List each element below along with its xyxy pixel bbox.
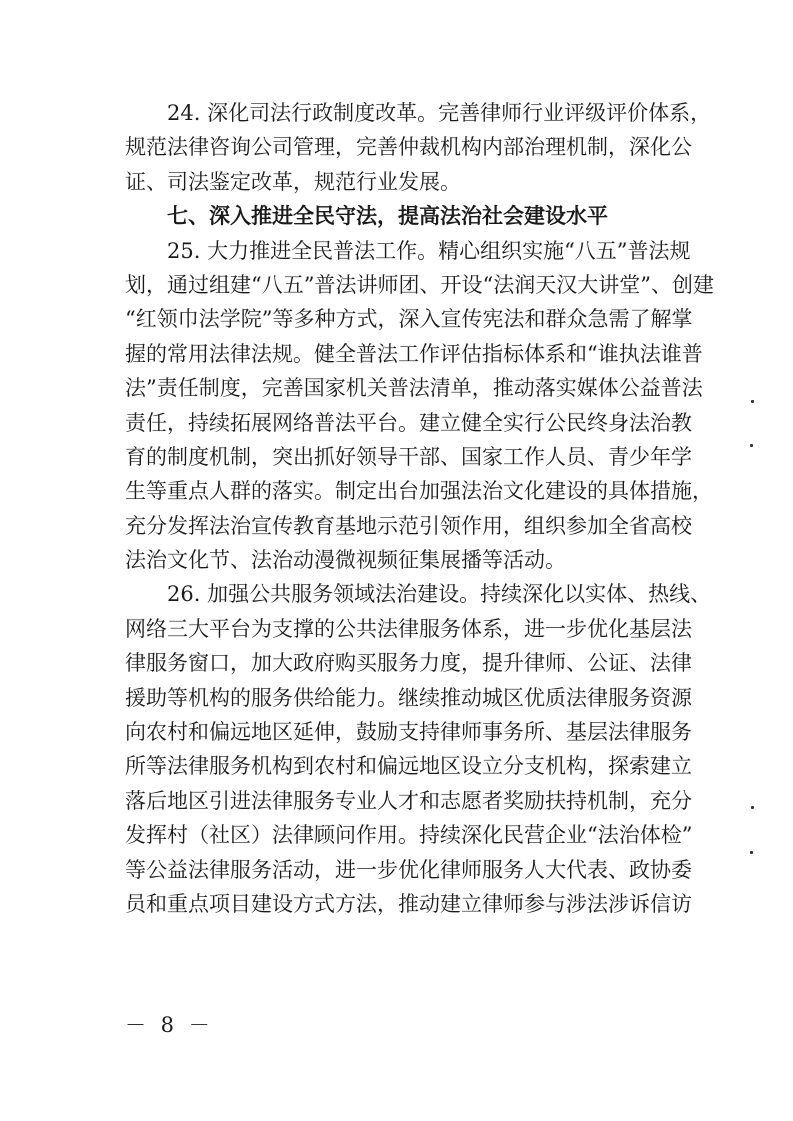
scan-mark xyxy=(750,444,753,447)
text-line: 握的常用法律法规。健全普法工作评估指标体系和“谁执法谁普 xyxy=(125,341,703,366)
text-line: 向农村和偏远地区延伸，鼓励支持律师事务所、基层法律服务 xyxy=(125,720,692,745)
scan-mark xyxy=(751,400,754,403)
paragraph-24 xyxy=(125,96,712,199)
paragraph-26 xyxy=(125,577,712,921)
text-line: 划，通过组建“八五”普法讲师团、开设“法润天汉大讲堂”、创建 xyxy=(125,272,714,297)
page-number: － 8 － xyxy=(125,1013,214,1037)
section-heading-7: 七、深入推进全民守法，提高法治社会建设水平 xyxy=(167,204,608,229)
text-line: 发挥村（社区）法律顾问作用。持续深化民营企业“法治体检” xyxy=(125,823,693,848)
scan-mark xyxy=(751,806,754,809)
text-line: 充分发挥法治宣传教育基地示范引领作用，组织参加全省高校 xyxy=(125,513,692,538)
text-line: 26. 加强公共服务领域法治建设。持续深化以实体、热线、 xyxy=(167,582,712,607)
scan-mark xyxy=(750,851,753,854)
text-line: 生等重点人群的落实。制定出台加强法治文化建设的具体措施， xyxy=(125,479,713,504)
text-line: 等公益法律服务活动，进一步优化律师服务人大代表、政协委 xyxy=(125,857,692,882)
text-line: 责任，持续拓展网络普法平台。建立健全实行公民终身法治教 xyxy=(125,410,692,435)
text-line: 援助等机构的服务供给能力。继续推动城区优质法律服务资源 xyxy=(125,685,692,710)
paragraph-25 xyxy=(125,234,714,578)
text-line: 律服务窗口，加大政府购买服务力度，提升律师、公证、法律 xyxy=(125,651,692,676)
text-line: 证、司法鉴定改革，规范行业发展。 xyxy=(125,169,461,194)
text-line: 25. 大力推进全民普法工作。精心组织实施“八五”普法规 xyxy=(167,238,691,263)
text-line: 落后地区引进法律服务专业人才和志愿者奖励扶持机制，充分 xyxy=(125,788,692,813)
text-line: 所等法律服务机构到农村和偏远地区设立分支机构，探索建立 xyxy=(125,754,692,779)
text-line: 法”责任制度，完善国家机关普法清单，推动落实媒体公益普法 xyxy=(125,376,703,401)
text-line: 育的制度机制，突出抓好领导干部、国家工作人员、青少年学 xyxy=(125,444,692,469)
text-line: 员和重点项目建设方式方法，推动建立律师参与涉法涉诉信访 xyxy=(125,891,692,916)
text-line: “红领巾法学院”等多种方式，深入宣传宪法和群众急需了解掌 xyxy=(125,307,693,332)
text-line: 规范法律咨询公司管理，完善仲裁机构内部治理机制，深化公 xyxy=(125,135,692,160)
document-body xyxy=(125,96,714,921)
text-line: 网络三大平台为支撑的公共法律服务体系，进一步优化基层法 xyxy=(125,616,692,641)
text-line: 法治文化节、法治动漫微视频征集展播等活动。 xyxy=(125,548,566,573)
text-line: 24. 深化司法行政制度改革。完善律师行业评级评价体系， xyxy=(167,101,712,125)
